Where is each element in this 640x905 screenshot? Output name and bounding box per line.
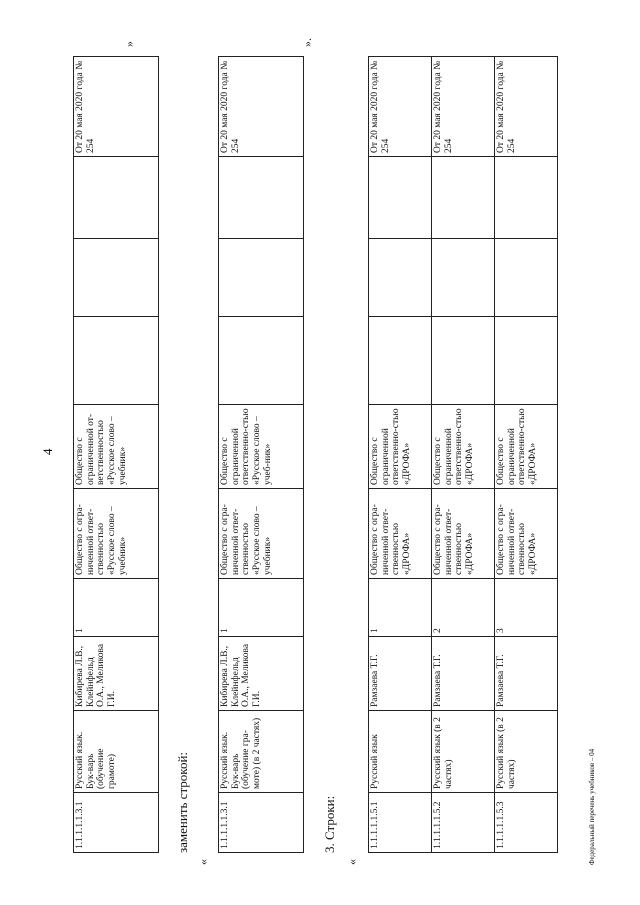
table-rows-section-3 (368, 56, 558, 853)
cell-publisher: Общество с огра-ниченной ответ-ственностью «ДРОФА» (369, 489, 432, 579)
cell-empty (369, 239, 432, 317)
cell-authors: Кибирева Л.В., Клейнфельд О.А., Меликова Г.И. (74, 637, 159, 711)
cell-publisher: Общество с огра-ниченной ответ-ственностью «Русское слово – учебник» (219, 489, 304, 579)
cell-empty (74, 239, 159, 317)
cell-title: Русский язык (в 2 частях) (495, 711, 558, 793)
table-original-row (73, 56, 159, 853)
cell-title: Русский язык (в 2 частях) (432, 711, 495, 793)
table-row (369, 57, 432, 853)
cell-empty (432, 239, 495, 317)
cell-copyright-holder: Общество с ограниченной ответственно-стью «ДРОФА» (495, 405, 558, 489)
cell-copyright-holder: Общество с ограниченной ответственно-стью «ДРОФА» (369, 405, 432, 489)
cell-empty (219, 157, 304, 239)
cell-code: 1.1.1.1.1.5.2 (432, 793, 495, 853)
table-row (432, 57, 495, 853)
cell-grade: 3 (495, 579, 558, 637)
table-row (219, 57, 304, 853)
cell-order: От 20 мая 2020 года № 254 (74, 57, 159, 157)
cell-title: Русский язык. Бук-варь (обучение грамоте) (74, 711, 159, 793)
cell-code: 1.1.1.1.1.5.3 (495, 793, 558, 853)
cell-title: Русский язык. Бук-варь (обучение гра-моте) (в 2 частях) (219, 711, 304, 793)
instruction-replace: заменить строкой: (175, 751, 190, 853)
footer-text: Федеральный перечень учебников – 04 (588, 748, 596, 865)
closing-quote: » (122, 41, 136, 47)
cell-grade: 1 (74, 579, 159, 637)
closing-quote: ». (300, 38, 314, 47)
table-row (74, 57, 159, 853)
cell-publisher: Общество с огра-ниченной ответ-ственностью «ДРОФА» (495, 489, 558, 579)
cell-empty (495, 239, 558, 317)
cell-order: От 20 мая 2020 года № 254 (495, 57, 558, 157)
cell-empty (369, 317, 432, 405)
cell-empty (74, 317, 159, 405)
cell-code: 1.1.1.1.1.3.1 (219, 793, 304, 853)
table-row (495, 57, 558, 853)
cell-code: 1.1.1.1.1.5.1 (369, 793, 432, 853)
section-title: 3. Строки: (322, 795, 337, 853)
cell-copyright-holder: Общество с ограниченной ответственно-стью «ДРОФА» (432, 405, 495, 489)
cell-empty (495, 317, 558, 405)
cell-copyright-holder: Общество с ограниченной ответственно-стью «Русское слово – учеб-ник» (219, 405, 304, 489)
cell-grade: 1 (369, 579, 432, 637)
cell-publisher: Общество с огра-ниченной ответ-ственностью «Русское слово – учебник» (74, 489, 159, 579)
cell-empty (432, 157, 495, 239)
cell-authors: Кибирева Л.В., Клейнфельд О.А., Меликова Г.И. (219, 637, 304, 711)
cell-code: 1.1.1.1.1.3.1 (74, 793, 159, 853)
cell-publisher: Общество с огра-ниченной ответ-ственностью «ДРОФА» (432, 489, 495, 579)
table-replacement-row (218, 56, 304, 853)
cell-empty (74, 157, 159, 239)
cell-title: Русский язык (369, 711, 432, 793)
page-number: 4 (40, 448, 55, 455)
cell-empty (432, 317, 495, 405)
cell-empty (369, 157, 432, 239)
cell-authors: Рамзаева Т.Г. (369, 637, 432, 711)
cell-empty (495, 157, 558, 239)
cell-order: От 20 мая 2020 года № 254 (219, 57, 304, 157)
cell-authors: Рамзаева Т.Г. (495, 637, 558, 711)
cell-grade: 2 (432, 579, 495, 637)
cell-empty (219, 317, 304, 405)
cell-grade: 1 (219, 579, 304, 637)
cell-order: От 20 мая 2020 года № 254 (432, 57, 495, 157)
opening-quote: « (345, 859, 359, 865)
opening-quote: « (196, 859, 210, 865)
cell-authors: Рамзаева Т.Г. (432, 637, 495, 711)
cell-empty (219, 239, 304, 317)
cell-order: От 20 мая 2020 года № 254 (369, 57, 432, 157)
cell-copyright-holder: Общество с ограниченной от-ветственностью «Русское слово – учебник» (74, 405, 159, 489)
